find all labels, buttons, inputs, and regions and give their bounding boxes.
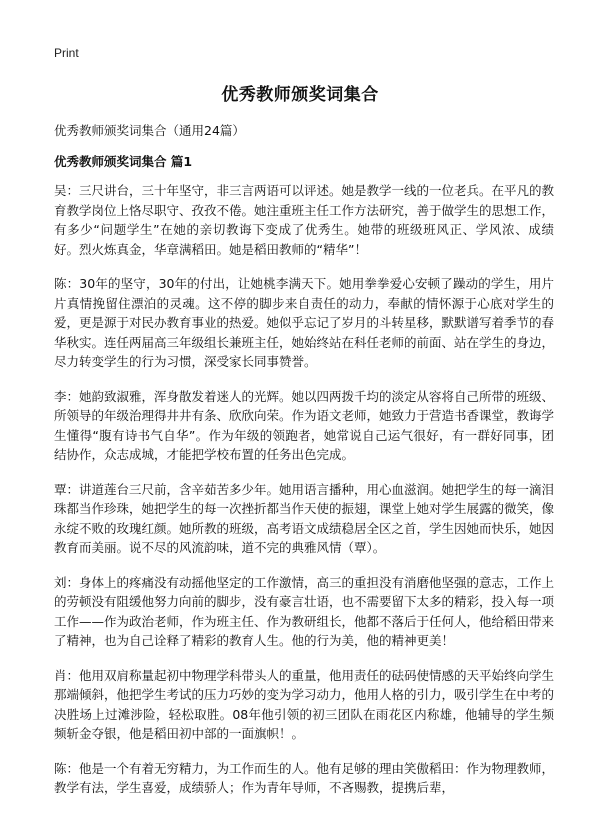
section-heading: 优秀教师颁奖词集合 篇1 [54,154,193,169]
paragraph-wu: 吴：三尺讲台，三十年坚守，非三言两语可以评述。她是教学一线的一位老兵。在平凡的教育教学岗位上恪尽职守、孜孜不倦。她注重班主任工作方法研究，善于做学生的思想工作，有多少“问题学生”在她的亲切教诲下变成了优秀生。她带的班级班风正、学风浓、成绩好。烈火炼真金，华章满稻田。她是稻田教师的“精华”！ [54,183,555,257]
paragraph-xiao: 肖：他用双肩称量起初中物理学科带头人的重量，他用责任的砝码使情感的天平始终向学生那端倾斜，他把学生考试的压力巧妙的变为学习动力，他用人格的引力，吸引学生在中考的决胜场上过滩涉险，轻松取胜。08年他引领的初三团队在雨花区内称雄，他辅导的学生频频斩金夺银，他是稻田初中部的一面旗帜！。 [54,667,555,741]
paragraph-liu: 刘：身体上的疼痛没有动摇他坚定的工作激情，高三的重担没有消磨他坚强的意志，工作上的劳顿没有阻缓他努力向前的脚步，没有豪言壮语，也不需要留下太多的精彩，投入每一项工作——作为政治老师，作为班主任、作为教研组长，他都不落后于任何人，他给稻田带来了精神，也为自己诠释了精彩的教育人生。他的行为美，他的精神更美！ [54,574,555,648]
paragraph-li: 李：她韵致淑雅，浑身散发着迷人的光辉。她以四两拨千均的淡定从容将自己所带的班级、所领导的年级治理得井井有条、欣欣向荣。作为语文老师，她致力于营造书香课堂，教诲学生懂得“腹有诗书气自华”。作为年级的领跑者，她常说自己运气很好，有一群好同事，团结协作，众志成城，才能把学校布置的任务出色完成。 [54,388,555,462]
print-link[interactable]: Print [54,46,79,60]
document-body [54,181,554,813]
paragraph-chen-1: 陈：30年的坚守，30年的付出，让她桃李满天下。她用拳拳爱心安顿了躁动的学生，用片片真情挽留住漂泊的灵魂。这不停的脚步来自责任的动力，奉献的情怀源于心底对学生的爱，更是源于对民办教育事业的热爱。她似乎忘记了岁月的斗转星移，默默谱写着季节的春华秋实。连任两届高三年级组长兼班主任，她始终站在科任老师的前面、站在学生的身边，尽力转变学生的行为习惯，深受家长同事赞誉。 [54,276,555,369]
paragraph-qin: 覃：讲道莲台三尺前，含辛茹苦多少年。她用语言播种，用心血滋润。她把学生的每一滴泪珠都当作珍珠，她把学生的每一次挫折都当作天使的振翅，课堂上她对学生展露的微笑，像永绽不败的玫瑰红颜。她所教的班级，高考语文成绩稳居全区之首，学生因她而快乐，她因教育而美丽。说不尽的风流韵味，道不完的典雅风情（覃）。 [54,481,555,555]
document-subtitle: 优秀教师颁奖词集合（通用24篇） [54,123,245,138]
document-title: 优秀教师颁奖词集合 [221,85,379,105]
paragraph-chen-2: 陈：他是一个有着无穷精力，为工作而生的人。他有足够的理由笑傲稻田：作为物理教师，教学有法，学生喜爱，成绩骄人；作为青年导师，不吝赐教，提携后辈， [54,760,555,795]
